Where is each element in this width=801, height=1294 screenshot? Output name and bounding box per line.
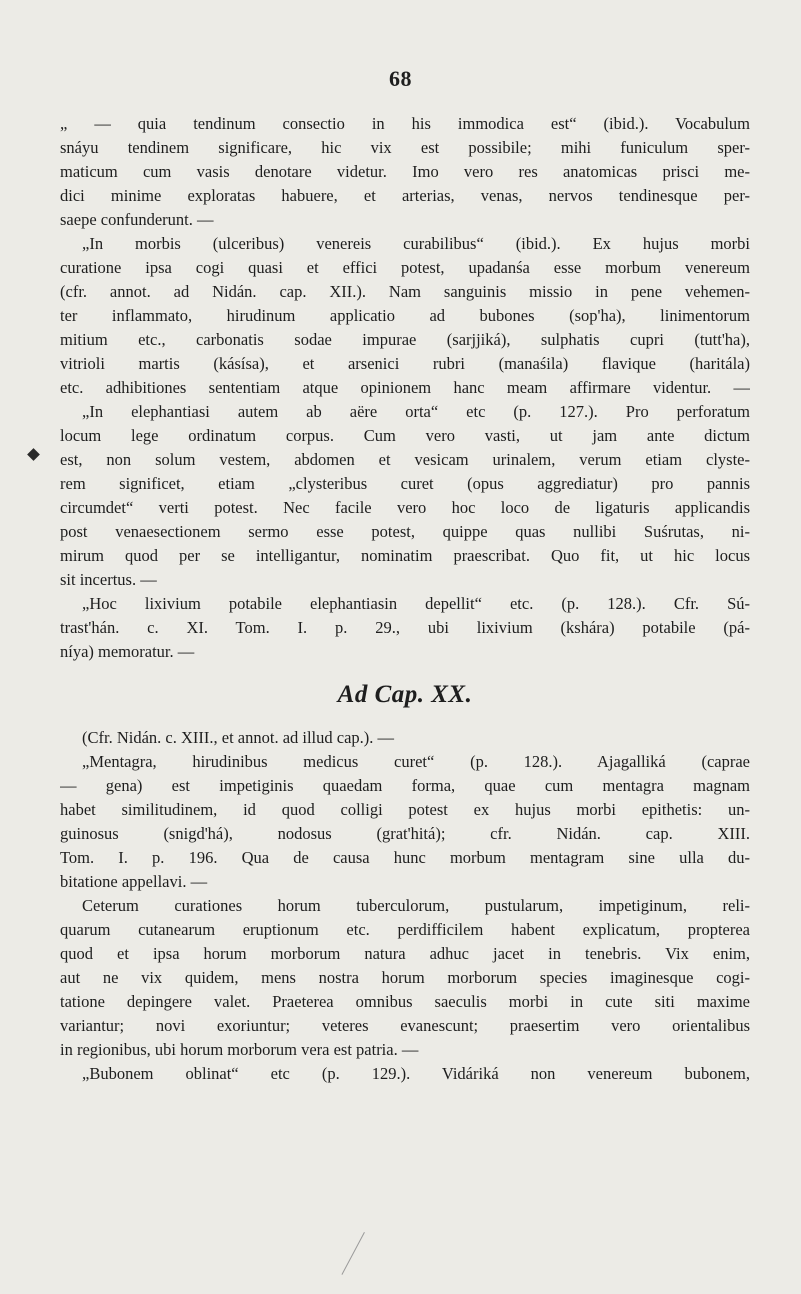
- text-line: níya) memoratur. —: [60, 642, 195, 661]
- text-line: vitrioli martis (kásísa), et arsenici rubri (manaśila) flavique (haritála): [60, 354, 750, 373]
- text-line: „ — quia tendinum consectio in his immodica est“ (ibid.). Vocabulum: [60, 114, 750, 133]
- text-line: aut ne vix quidem, mens nostra horum morborum species imaginesque cogi-: [60, 968, 750, 987]
- text-line: sit incertus. —: [60, 570, 157, 589]
- text-line: circumdet“ verti potest. Nec facile vero hoc loco de ligaturis applicandis: [60, 498, 750, 517]
- text-line: est, non solum vestem, abdomen et vesicam urinalem, verum etiam clyste-: [60, 450, 750, 469]
- text-line: (cfr. annot. ad Nidán. cap. XII.). Nam sanguinis missio in pene vehemen-: [60, 282, 750, 301]
- text-line: quod et ipsa horum morborum natura adhuc jacet in tenebris. Vix enim,: [60, 944, 750, 963]
- text-line: „Hoc lixivium potabile elephantiasin depellit“ etc. (p. 128.). Cfr. Sú-: [82, 594, 750, 613]
- text-line: bitatione appellavi. —: [60, 872, 208, 891]
- text-line: Ceterum curationes horum tuberculorum, pustularum, impetiginum, reli-: [82, 896, 750, 915]
- text-body: [60, 112, 750, 1086]
- text-line: ter inflammato, hirudinum applicatio ad bubones (sop'ha), linimentorum: [60, 306, 750, 325]
- text-line: habet similitudinem, id quod colligi potest ex hujus morbi epithetis: un-: [60, 800, 750, 819]
- text-line: mitium etc., carbonatis sodae impurae (sarjjiká), sulphatis cupri (tutt'ha),: [60, 330, 750, 349]
- text-line: trast'hán. c. XI. Tom. I. p. 29., ubi lixivium (kshára) potabile (pá-: [60, 618, 750, 637]
- text-line: guinosus (snigd'há), nodosus (grat'hitá); cfr. Nidán. cap. XIII.: [60, 824, 750, 843]
- text-line: mirum quod per se intelligantur, nominatim praescribat. Quo fit, ut hic locus: [60, 546, 750, 565]
- text-line: variantur; novi exoriuntur; veteres evanescunt; praesertim vero orientalibus: [60, 1016, 750, 1035]
- text-line: etc. adhibitiones sententiam atque opinionem hanc meam affirmare videntur. —: [60, 378, 750, 397]
- text-line: post venaesectionem sermo esse potest, quippe quas nullibi Suśrutas, ni-: [60, 522, 750, 541]
- text-line: „Mentagra, hirudinibus medicus curet“ (p. 128.). Ajagalliká (caprae: [82, 752, 750, 771]
- text-line: rem significet, etiam „clysteribus curet (opus aggrediatur) pro pannis: [60, 474, 750, 493]
- text-line: saepe confunderunt. —: [60, 210, 214, 229]
- text-line: Tom. I. p. 196. Qua de causa hunc morbum mentagram sine ulla du-: [60, 848, 750, 867]
- text-line: „In elephantiasi autem ab aëre orta“ etc (p. 127.). Pro perforatum: [82, 402, 750, 421]
- page-number: 68: [389, 66, 412, 91]
- text-line: dici minime exploratas habuere, et arterias, venas, nervos tendinesque per-: [60, 186, 750, 205]
- text-line: tatione depingere valet. Praeterea omnibus saeculis morbi in cute siti maxime: [60, 992, 750, 1011]
- text-line: curatione ipsa cogi quasi et effici potest, upadanśa esse morbum venereum: [60, 258, 750, 277]
- text-line: „Bubonem oblinat“ etc (p. 129.). Vidáriká non venereum bubonem,: [82, 1064, 750, 1083]
- section-heading: Ad Cap. XX.: [337, 681, 473, 708]
- text-line: „In morbis (ulceribus) venereis curabilibus“ (ibid.). Ex hujus morbi: [82, 234, 750, 253]
- text-line: — gena) est impetiginis quaedam forma, quae cum mentagra magnam: [60, 776, 750, 795]
- margin-diamond-mark: [27, 448, 40, 461]
- text-line: in regionibus, ubi horum morborum vera est patria. —: [60, 1040, 419, 1059]
- text-line: quarum cutanearum eruptionum etc. perdifficilem habent explicatum, propterea: [60, 920, 750, 939]
- text-line: (Cfr. Nidán. c. XIII., et annot. ad illud cap.). —: [82, 728, 395, 747]
- text-line: maticum cum vasis denotare videtur. Imo vero res anatomicas prisci me-: [60, 162, 750, 181]
- pencil-stroke-mark: [341, 1232, 364, 1275]
- text-line: locum lege ordinatum corpus. Cum vero vasti, ut jam ante dictum: [60, 426, 750, 445]
- text-line: snáyu tendinem significare, hic vix est possibile; mihi funiculum sper-: [60, 138, 750, 157]
